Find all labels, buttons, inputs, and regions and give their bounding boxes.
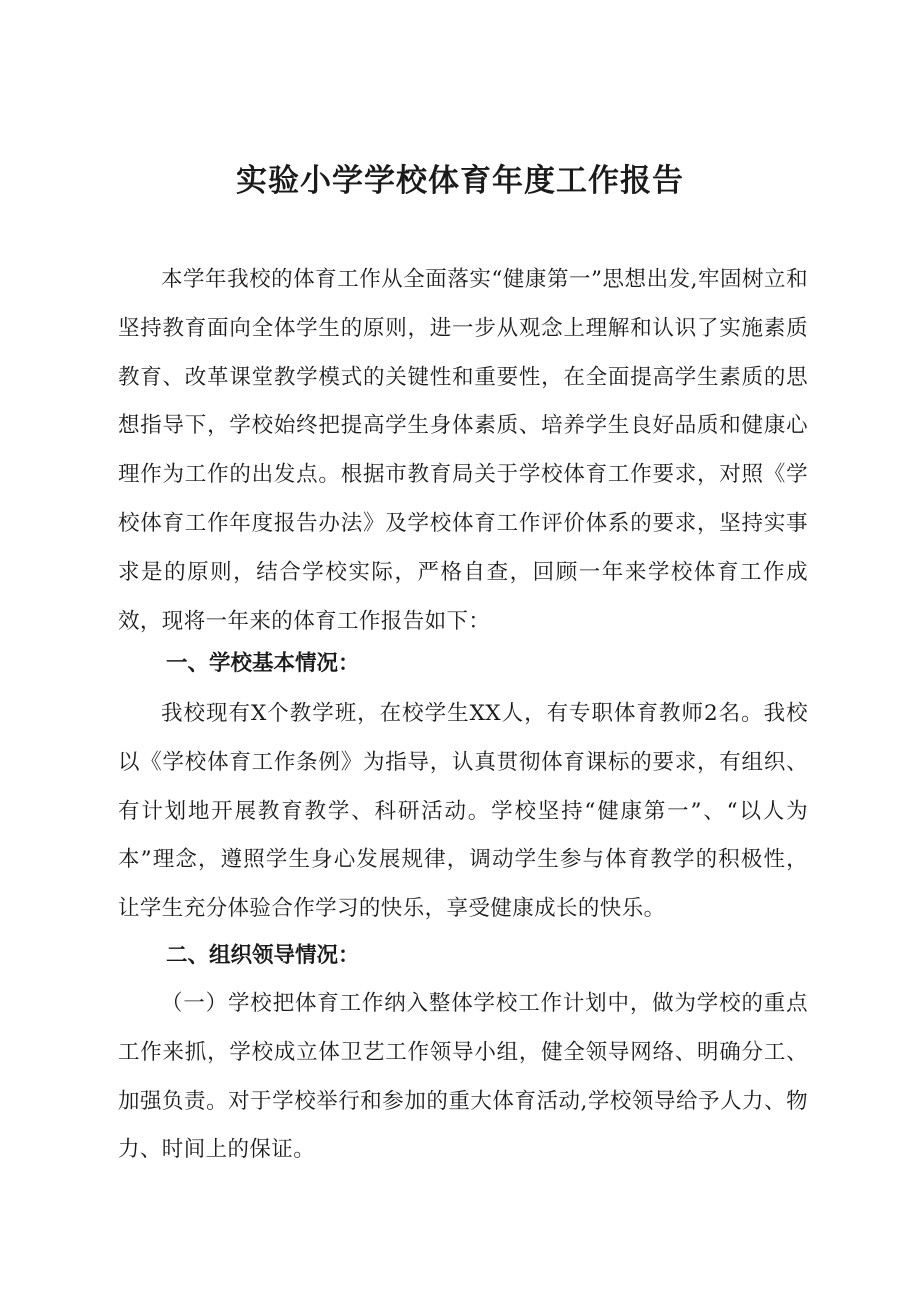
leadership-paragraph: （一）学校把体育工作纳入整体学校工作计划中，做为学校的重点工作来抓，学校成立体卫艺工作领导小组，健全领导网络、明确分工、加强负责。对于学校举行和参加的重大体育活动,学校领导给予人力、物力、时间上的保证。 (118, 991, 808, 1163)
basic-info-paragraph: 我校现有X个教学班，在校学生XX人，有专职体育教师2名。我校以《学校体育工作条例》为指导，认真贯彻体育课标的要求，有组织、有计划地开展教育教学、科研活动。学校坚持“健康第一”、“以人为本”理念，遵照学生身心发展规律，调动学生参与体育教学的积极性，让学生充分体验合作学习的快乐，享受健康成长的快乐。 (118, 701, 808, 922)
section-heading-basic-info: 一、学校基本情况： (166, 651, 360, 676)
section-heading-leadership: 二、组织领导情况： (166, 943, 360, 968)
document-title: 实验小学学校体育年度工作报告 (236, 163, 684, 199)
intro-paragraph: 本学年我校的体育工作从全面落实“健康第一”思想出发,牢固树立和坚持教育面向全体学生的原则，进一步从观念上理解和认识了实施素质教育、改革课堂教学模式的关键性和重要性，在全面提高学生素质的思想指导下，学校始终把提高学生身体素质、培养学生良好品质和健康心理作为工作的出发点。根据市教育局关于学校体育工作要求，对照《学校体育工作年度报告办法》及学校体育工作评价体系的要求，坚持实事求是的原则，结合学校实际，严格自查，回顾一年来学校体育工作成效，现将一年来的体育工作报告如下： (118, 267, 808, 634)
